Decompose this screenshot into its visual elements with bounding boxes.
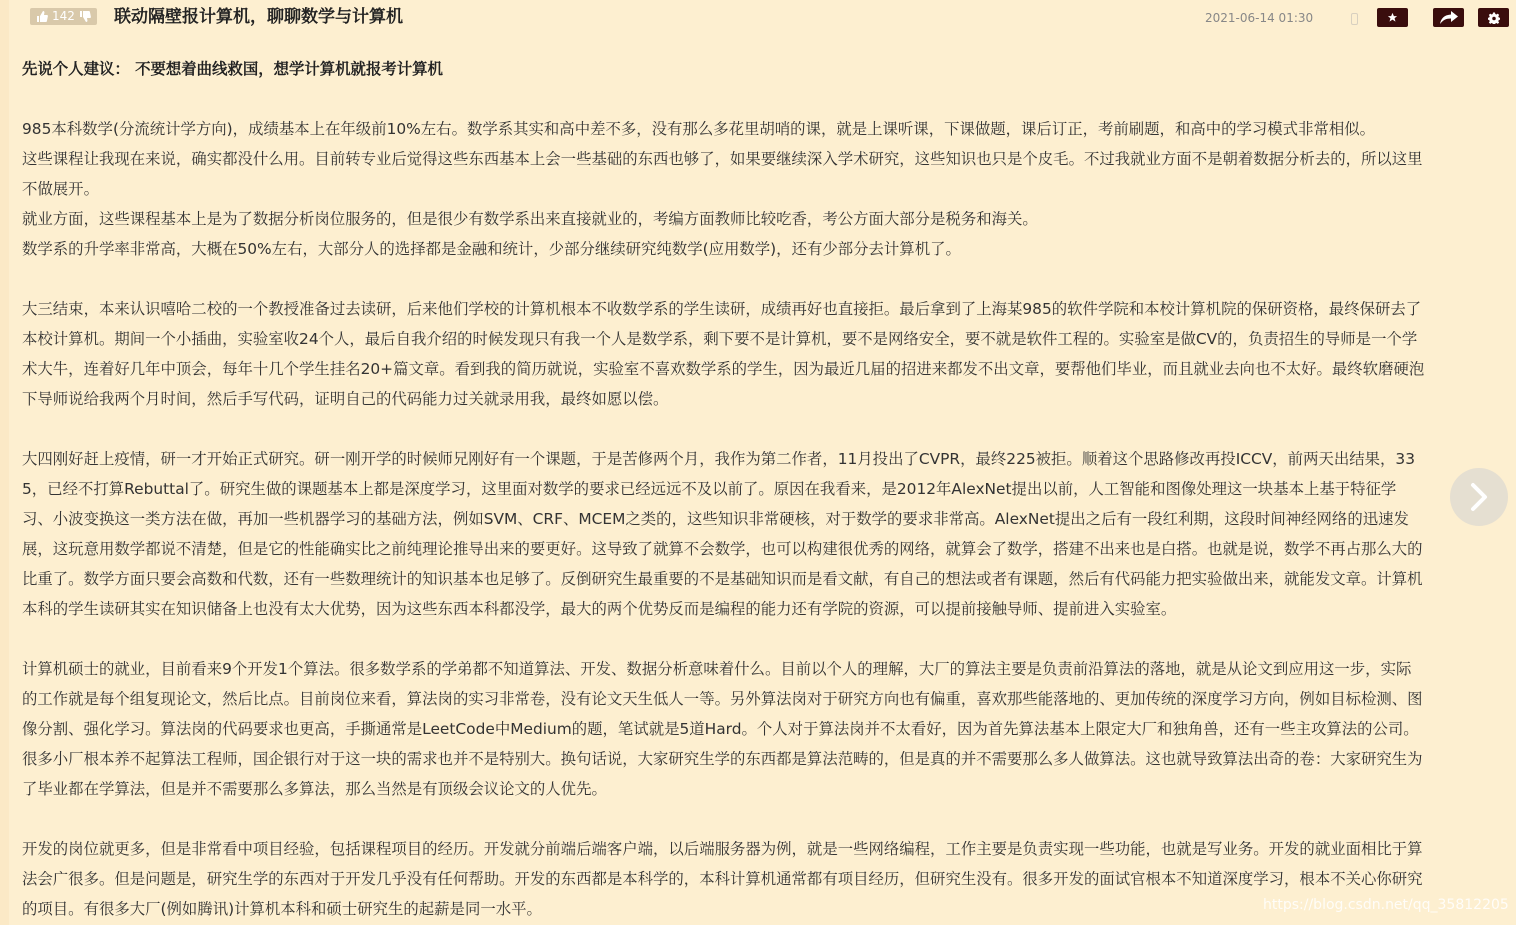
share-button[interactable] (1433, 8, 1464, 27)
body-line: 开发的岗位就更多，但是非常看中项目经验，包括课程项目的经历。开发就分前端后端客户端，以后端服务器为例，就是一些网络编程，工作主要是负责实现一些功能，也就是写业务。开发的就业面相比于算 (22, 840, 1423, 858)
body-line: 术大牛，连着好几年中顶会，每年十几个学生挂名20+篇文章。看到我的简历就说，实验室不喜欢数学系的学生，因为最近几届的招进来都发不出文章，要帮他们毕业，而且就业去向也不太好。最终软磨硬泡 (22, 360, 1425, 378)
vote-widget[interactable] (30, 8, 97, 25)
body-line: 法会广很多。但是问题是，研究生学的东西对于开发几乎没有任何帮助。开发的东西都是本科学的，本科计算机通常都有项目经历，但研究生没有。很多开发的面试官根本不知道深度学习，根本不关心你研究 (22, 870, 1423, 888)
star-icon (1387, 12, 1398, 23)
body-line: 就业方面，这些课程基本上是为了数据分析岗位服务的，但是很少有数学系出来直接就业的，考编方面教师比较吃香，考公方面大部分是税务和海关。 (22, 210, 1038, 228)
post-content (22, 114, 1512, 924)
paragraph-spacer (22, 414, 1512, 444)
paragraph-spacer (22, 264, 1512, 294)
body-line: 展，这玩意用数学都说不清楚，但是它的性能确实比之前纯理论推导出来的要更好。这导致了就算不会数学，也可以构建很优秀的网络，就算会了数学，搭建不出来也是白搭。也就是说，数学不再占那么大的 (22, 540, 1423, 558)
next-button[interactable] (1450, 468, 1508, 526)
paragraph-spacer (22, 804, 1512, 834)
body-line: 了毕业都在学算法，但是并不需要那么多算法，那么当然是有顶级会议论文的人优先。 (22, 780, 607, 798)
mobile-phone-icon (1351, 13, 1358, 25)
body-line: 985本科数学(分流统计学方向)，成绩基本上在年级前10%左右。数学系其实和高中差不多，没有那么多花里胡哨的课，就是上课听课，下课做题，课后订正，考前刷题，和高中的学习模式非常相似。 (22, 120, 1376, 138)
body-line: 像分割、强化学习。算法岗的代码要求也更高，手撕通常是LeetCode中Medium的题，笔试就是5道Hard。个人对于算法岗并不太看好，因为首先算法基本上限定大厂和独角兽，还有一些主攻算法的公司。 (22, 720, 1419, 738)
thumbs-down-icon[interactable] (79, 11, 91, 22)
body-line: 大三结束，本来认识嘻哈二校的一个教授准备过去读研，后来他们学校的计算机根本不收数学系的学生读研，成绩再好也直接拒。最后拿到了上海某985的软件学院和本校计算机院的保研资格，最终保研去了 (22, 300, 1422, 318)
body-line: 习、小波变换这一类方法在做，再加一些机器学习的基础方法，例如SVM、CRF、MCEM之类的，这些知识非常硬核，对于数学的要求非常高。AlexNet提出之后有一段红利期，这段时间神经网络的迅速发 (22, 510, 1409, 528)
share-arrow-icon (1440, 11, 1458, 24)
body-line: 数学系的升学率非常高，大概在50%左右，大部分人的选择都是金融和统计，少部分继续研究纯数学(应用数学)，还有少部分去计算机了。 (22, 240, 961, 258)
body-line: 5，已经不打算Rebuttal了。研究生做的课题基本上都是深度学习，这里面对数学的要求已经远远不及以前了。原因在我看来，是2012年AlexNet提出以前，人工智能和图像处理这一块基本上基于特征学 (22, 480, 1397, 498)
body-line: 本科的学生读研其实在知识储备上也没有太大优势，因为这些东西本科都没学，最大的两个优势反而是编程的能力还有学院的资源，可以提前接触导师、提前进入实验室。 (22, 600, 1177, 618)
post-timestamp: 2021-06-14 01:30 (1205, 11, 1314, 25)
body-line: 很多小厂根本养不起算法工程师，国企银行对于这一块的需求也并不是特别大。换句话说，大家研究生学的东西都是算法范畴的，但是真的并不需要那么多人做算法。这也就导致算法出奇的卷：大家研究生为 (22, 750, 1423, 768)
body-line: 比重了。数学方面只要会高数和代数，还有一些数理统计的知识基本也足够了。反倒研究生最重要的不是基础知识而是看文献，有自己的想法或者有课题，然后有代码能力把实验做出来，就能发文章。计算机 (22, 570, 1423, 588)
body-line: 这些课程让我现在来说，确实都没什么用。目前转专业后觉得这些东西基本上会一些基础的东西也够了，如果要继续深入学术研究，这些知识也只是个皮毛。不过我就业方面不是朝着数据分析去的，所以这里 (22, 150, 1423, 168)
vote-count: 142 (52, 9, 75, 23)
gear-icon (1488, 12, 1500, 24)
body-line: 下导师说给我两个月时间，然后手写代码，证明自己的代码能力过关就录用我，最终如愿以偿。 (22, 390, 669, 408)
body-line: 的工作就是每个组复现论文，然后比点。目前岗位来看，算法岗的实习非常卷，没有论文天生低人一等。另外算法岗对于研究方向也有偏重，喜欢那些能落地的、更加传统的深度学习方向，例如目标检测、图 (22, 690, 1423, 708)
settings-button[interactable] (1478, 8, 1509, 27)
watermark-text: https://blog.csdn.net/qq_35812205 (1263, 897, 1509, 913)
thumbs-up-icon[interactable] (36, 11, 48, 22)
body-line: 本校计算机。期间一个小插曲，实验室收24个人，最后自我介绍的时候发现只有我一个人是数学系，剩下要不是计算机，要不是网络安全，要不就是软件工程的。实验室是做CV的，负责招生的导师是一个学 (22, 330, 1418, 348)
post-title: 联动隔壁报计算机，聊聊数学与计算机 (114, 7, 403, 27)
paragraph-spacer (22, 624, 1512, 654)
body-line: 大四刚好赶上疫情，研一才开始正式研究。研一刚开学的时候师兄刚好有一个课题，于是苦修两个月，我作为第二作者，11月投出了CVPR，最终225被拒。顺着这个思路修改再投ICCV，前两天出结果，33 (22, 450, 1415, 468)
body-line: 不做展开。 (22, 180, 99, 198)
favorite-button[interactable] (1377, 8, 1408, 27)
body-line: 的项目。有很多大厂(例如腾讯)计算机本科和硕士研究生的起薪是同一水平。 (22, 900, 542, 918)
chevron-right-icon (1469, 482, 1489, 512)
post-body (22, 54, 1512, 924)
post-lead: 先说个人建议： 不要想着曲线救国，想学计算机就报考计算机 (22, 60, 443, 78)
body-line: 计算机硕士的就业，目前看来9个开发1个算法。很多数学系的学弟都不知道算法、开发、数据分析意味着什么。目前以个人的理解，大厂的算法主要是负责前沿算法的落地，就是从论文到应用这一步，实际 (22, 660, 1412, 678)
post-header (30, 6, 1515, 30)
paragraph-spacer (22, 84, 1512, 114)
